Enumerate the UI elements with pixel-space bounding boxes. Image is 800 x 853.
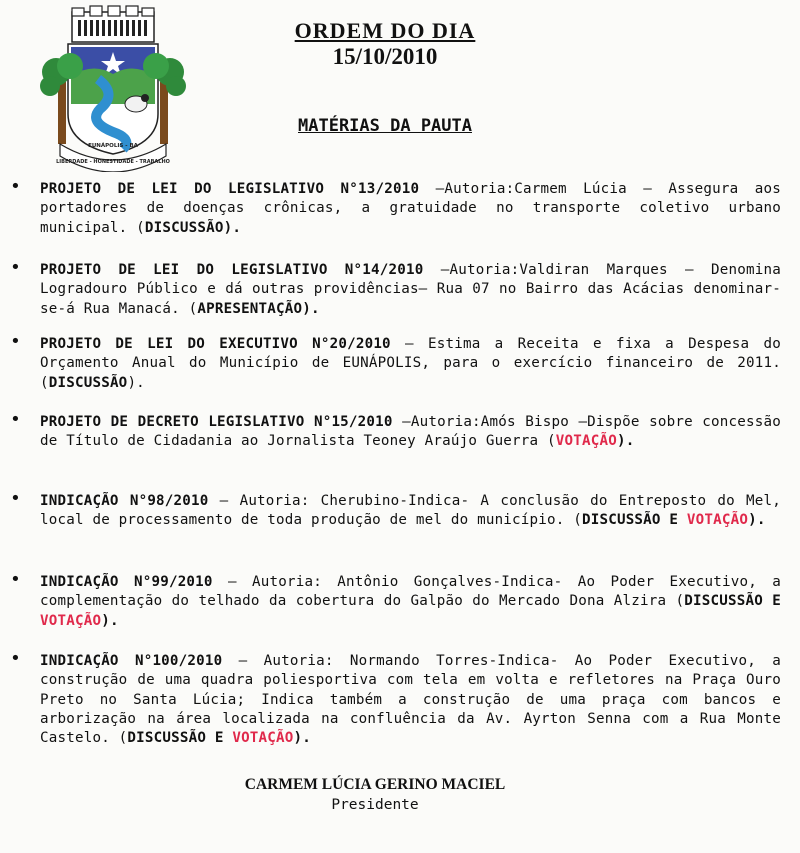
- item-tail: ).: [748, 512, 766, 529]
- item-description: – Autoria: Normando Torres-Indica- Ao Poder Executivo, a construção de uma quadra poliesportiva com tela em volta e refletores na Praça Ouro Preto no Santa Lúcia; Indica também a construção de uma praça com bancos e arborização na área localizada na confluência da Av. Ayrton Senna com a Rua Monte Castelo. (: [40, 653, 781, 747]
- item-status-vote: VOTAÇÃO: [40, 612, 102, 629]
- session-date: 15/10/2010: [332, 44, 438, 69]
- item-status: DISCUSSÃO): [144, 219, 233, 236]
- item-description: – Autoria: Cherubino-Indica- A conclusão do Entreposto do Mel, local de processamento de toda produção de mel do município. (: [40, 493, 781, 529]
- item-description: – Estima a Receita e fixa a Despesa do Orçamento Anual do Município de EUNÁPOLIS, para o exercício financeiro de 2011. (: [40, 336, 781, 391]
- item-description: – Autoria: Antônio Gonçalves-Indica- Ao Poder Executivo, a complementação do telhado da cobertura do Galpão do Mercado Dona Alzira (: [40, 574, 781, 610]
- agenda-item-text: [40, 573, 781, 631]
- signature-name: CARMEM LÚCIA GERINO MACIEL: [244, 776, 506, 793]
- item-status-vote: VOTAÇÃO: [232, 730, 294, 747]
- page-title: ORDEM DO DIA: [294, 18, 476, 43]
- crown-icon: [72, 6, 154, 42]
- agenda-item-text: [40, 652, 781, 748]
- crest-city-text: EUNÁPOLIS - BA: [88, 143, 138, 149]
- bullet-icon: •: [10, 488, 21, 509]
- item-tail: ).: [127, 374, 145, 391]
- item-status: DISCUSSÃO E: [127, 730, 233, 747]
- municipal-crest-logo: [38, 4, 188, 172]
- item-title: PROJETO DE DECRETO LEGISLATIVO N°15/2010: [40, 414, 393, 430]
- bullet-icon: •: [10, 176, 21, 197]
- agenda-item-text: [40, 180, 781, 238]
- item-status: DISCUSSÃO E: [581, 512, 687, 529]
- item-title: PROJETO DE LEI DO LEGISLATIVO N°13/2010: [40, 181, 420, 197]
- item-status: DISCUSSÃO E: [684, 593, 781, 610]
- item-title: INDICAÇÃO N°98/2010: [40, 493, 209, 509]
- bullet-icon: •: [10, 409, 21, 430]
- bullet-icon: •: [10, 331, 21, 352]
- item-title: INDICAÇÃO N°100/2010: [40, 653, 223, 669]
- agenda-item-text: [40, 261, 781, 319]
- item-tail: ).: [293, 730, 312, 747]
- item-tail: ).: [616, 433, 635, 450]
- section-heading: MATÉRIAS DA PAUTA: [298, 116, 472, 136]
- signature-role: Presidente: [331, 797, 419, 813]
- item-description: –Autoria:Carmem Lúcia – Assegura aos portadores de doenças crônicas, a gratuidade no transporte coletivo urbano municipal. (: [40, 181, 781, 236]
- agenda-item-text: [40, 492, 781, 531]
- bullet-icon: •: [10, 648, 21, 669]
- crest-motto-text: LIBERDADE - HONESTIDADE - TRABALHO: [56, 159, 170, 165]
- item-title: PROJETO DE LEI DO LEGISLATIVO N°14/2010: [40, 262, 424, 278]
- item-description: –Autoria:Valdiran Marques – Denomina Logradouro Público e dá outras providências– Rua 07 no Bairro das Acácias denominar-se-á Rua Manacá. (: [40, 262, 781, 317]
- item-status: DISCUSSÃO: [48, 374, 128, 391]
- item-tail: ).: [101, 612, 119, 629]
- agenda-item-text: [40, 335, 781, 393]
- item-tail: .: [232, 219, 242, 236]
- item-status-vote: VOTAÇÃO: [555, 433, 617, 450]
- item-title: PROJETO DE LEI DO EXECUTIVO N°20/2010: [40, 336, 391, 352]
- item-status-vote: VOTAÇÃO: [686, 512, 749, 529]
- item-tail: .: [311, 300, 320, 317]
- item-status: APRESENTAÇÃO): [197, 300, 312, 317]
- agenda-item-text: [40, 413, 781, 452]
- bullet-icon: •: [10, 257, 21, 278]
- item-description: –Autoria:Amós Bispo –Dispõe sobre concessão de Título de Cidadania ao Jornalista Teoney Araújo Guerra (: [40, 414, 781, 450]
- item-title: INDICAÇÃO N°99/2010: [40, 574, 213, 590]
- bullet-icon: •: [10, 569, 21, 590]
